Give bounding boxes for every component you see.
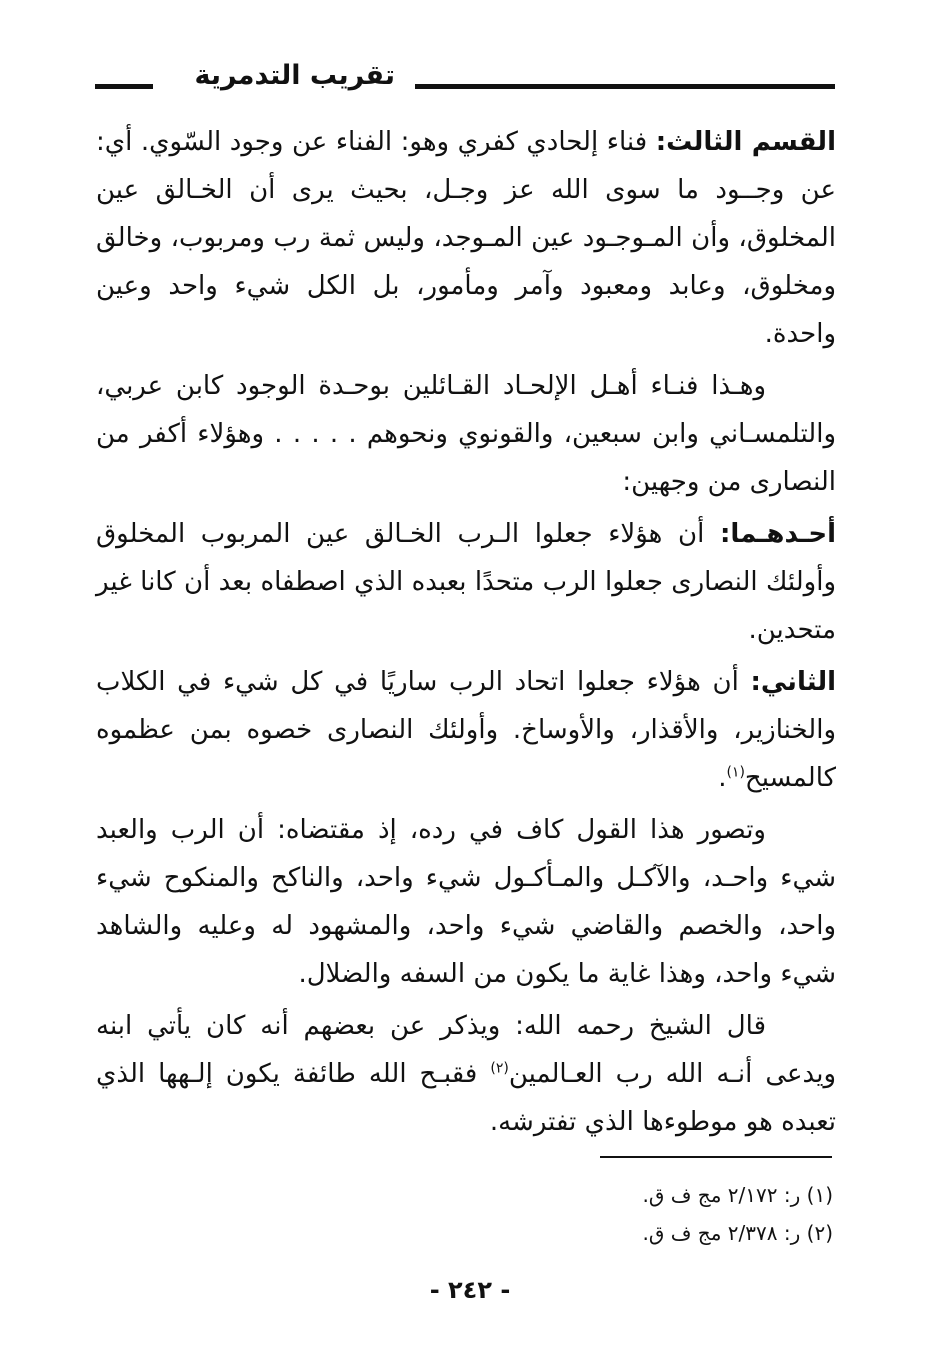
footnotes	[480, 1176, 833, 1252]
main-text	[96, 118, 836, 1150]
paragraph-ittihad	[96, 362, 836, 506]
header-rule-left	[95, 84, 153, 89]
paragraph-third-section	[96, 118, 836, 358]
footnote-1: (١) ر: ٢/١٧٢ مج ف ق.	[642, 1183, 833, 1207]
paragraph-tail: .	[718, 763, 727, 793]
paragraph-text: فناء إلحادي كفري وهو: الفناء عن وجود السّوي. أي: عن وجــود ما سوى الله عز وجـل، بحيث يرى أن الخـالق عين المخلوق، وأن المـوجـود عين المـوجد، وليس ثمة رب ومربوب، وخالق ومخلوق، وعابد ومعبود وآمر ومأمور، بل الكل شيء واحد وعين واحدة.	[96, 127, 836, 349]
header-rule-right	[415, 84, 835, 89]
paragraph-second-aspect	[96, 658, 836, 802]
paragraph-text: أن هؤلاء جعلوا الـرب الخـالق عين المربوب المخلوق وأولئك النصارى جعلوا الرب متحدًا بعبده الذي اصطفاه بعد أن كانا غير متحدين.	[96, 519, 836, 645]
paragraph-text: وتصور هذا القول كاف في رده، إذ مقتضاه: أن الرب والعبد شيء واحـد، والآكـل والمـأكـول شيء واحد، والناكح والمنكوح شيء واحد، والخصم والقاضي شيء واحد، والمشهود له وعليه والشاهد شيء واحد، وهذا غاية ما يكون من السفه والضلال.	[96, 815, 836, 989]
paragraph-text: قال الشيخ رحمه الله: ويذكر عن بعضهم أنه كان يأتي ابنه ويدعى أنـه الله رب العـالمين	[96, 1011, 836, 1089]
footnote-2: (٢) ر: ٢/٣٧٨ مج ف ق.	[642, 1221, 833, 1245]
footnote-ref-1[interactable]: (١)	[726, 764, 745, 781]
paragraph-text: أن هؤلاء جعلوا اتحاد الرب ساريًا في كل شيء في الكلاب والخنازير، والأقذار، والأوساخ. وأولئك النصارى خصوه بمن عظموه كالمسيح	[96, 667, 836, 793]
paragraph-lead: الثاني:	[750, 667, 836, 697]
paragraph-refutation	[96, 806, 836, 998]
running-header	[95, 58, 835, 108]
paragraph-tail: فقبـح الله طائفة يكون إلـهها الذي تعبده هو موطوءها الذي تفترشه.	[96, 1059, 836, 1137]
paragraph-first-aspect	[96, 510, 836, 654]
footnote-ref-2[interactable]: (٢)	[490, 1060, 509, 1077]
paragraph-lead: أحـدهـما:	[719, 519, 836, 549]
paragraph-shaykh-quote	[96, 1002, 836, 1146]
paragraph-lead: القسم الثالث:	[655, 127, 836, 157]
page-number: - ٢٤٢ -	[429, 1276, 511, 1304]
paragraph-text: وهـذا فنـاء أهـل الإلحـاد القـائلين بوحـدة الوجود كابن عربي، والتلمسـاني وابن سبعين، والقونوي ونحوهم . . . . . وهؤلاء أكفر من النصارى من وجهين:	[96, 371, 836, 497]
header-title: تقريب التدمرية	[194, 60, 395, 91]
footnote-separator	[600, 1156, 832, 1158]
